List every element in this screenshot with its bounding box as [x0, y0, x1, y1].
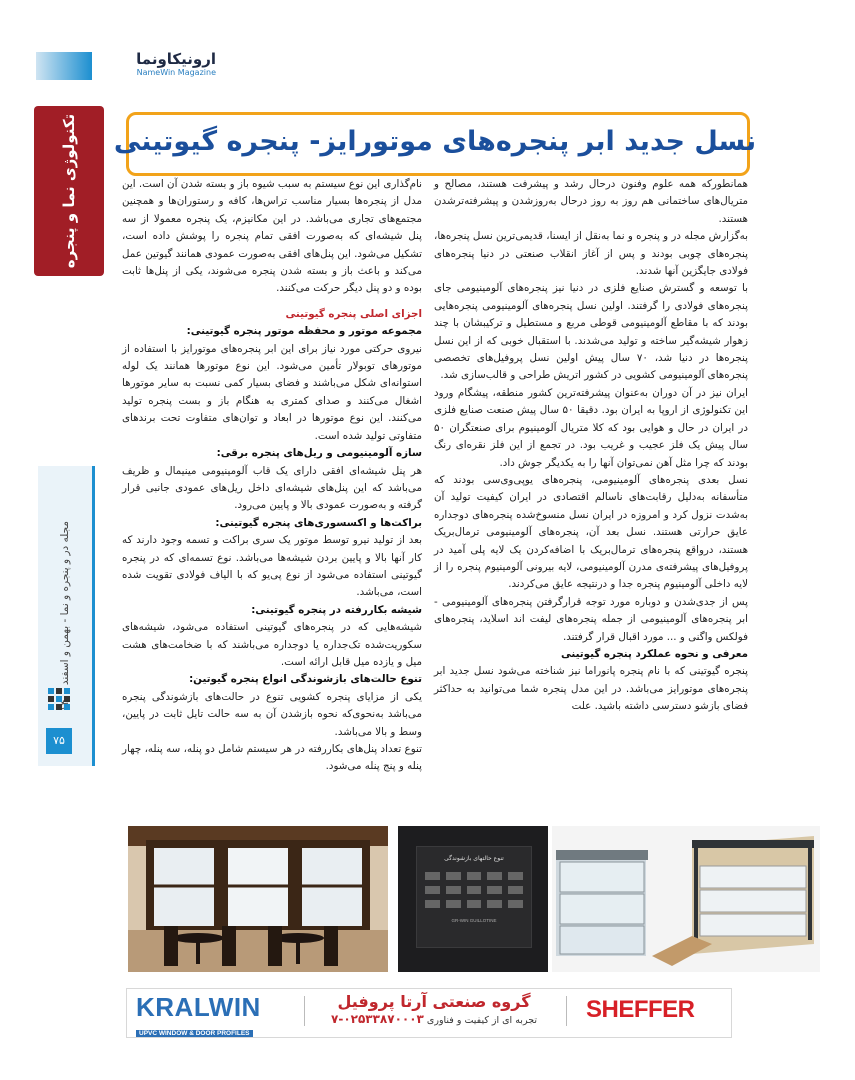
- ad-divider-left: [304, 996, 305, 1026]
- paragraph: نیروی حرکتی مورد نیاز برای این ابر پنجره‌های موتورایز با استفاده از موتورهای توبولار تأمین می‌شود. این نوع موتورها همانند یک لوله استوانه‌ای شکل می‌باشند و فضای بسیار کمی نسبت به سایر موتورها اشغال می‌کنند و صدای کمتری به هنگام باز و بست پنجره تولید می‌کنند. این نوع موتورها در ابعاد و توان‌های متفاوت تحت برندهای متفاوتی تولید شده است.: [122, 342, 422, 442]
- subsection-heading: معرفی و نحوه عملکرد پنجره گیوتینی: [560, 647, 748, 660]
- guillotine-window-render: [552, 826, 820, 972]
- section-tab-label-wrap: [34, 106, 104, 276]
- arta-tagline: تجربه ای از کیفیت و فناوری: [426, 1015, 537, 1026]
- arta-name: گروه صنعتی آرتا پروفیل: [337, 992, 531, 1011]
- kralwin-name: KRALWIN: [136, 992, 261, 1022]
- subsection-heading: تنوع حالت‌های بازشوندگی انواع پنجره گیوتین:: [189, 673, 422, 686]
- paragraph: با توسعه و گسترش صنایع فلزی در دنیا نیز پنجره‌های آلومینیومی جای پنجره‌های فولادی را گرفتند. اولین نسل پنجره‌های آلومینیومی پنجره‌هایی بودند که با مقاطع آلومینیومی قوطی مربع و مستطیل و ترکیبشان با چند زهوار شیشه‌گیر ساخته و تولید می‌شدند. با استقبال خوبی که از این نسل پنجره‌ها در دنیا شد، ۷۰ سال پیش اولین نسل پروفیل‌های تخصصی پنجره‌های آلومینیومی کشویی در کشور اتریش طراحی و قالب‌سازی شد.: [434, 282, 748, 382]
- cafe-window-illustration: [128, 826, 388, 972]
- cafe-window-photo: [128, 826, 388, 972]
- logo-sub-text: NameWin Magazine: [136, 68, 216, 77]
- grid-logo-icon: [46, 686, 72, 716]
- page-number: ۷۵: [46, 728, 72, 754]
- paragraph: نسل بعدی پنجره‌های آلومینیومی، پنجره‌های یوپی‌وی‌سی بودند که متأسفانه به‌دلیل رقابت‌های ناسالم اقتصادی در ایران کیفیت تولید آن به‌شدت نزول کرد و امروزه در ایران نسل منسوخ‌شده پنجره‌های دوجداره عایق حرارتی هستند. نسل بعد آن، پنجره‌های آلومینیومی ترمال‌بریک هستند، درواقع پنجره‌های ترمال‌بریک با اضافه‌کردن یک لایه پلی آمید در پروفیل‌های پیشرفته‌ی مدرن آلومینیومی، لایه بیرونی آلومینیوم پنجره را از لایه داخلی آلومینیوم پنجره جدا و درنتیجه عایق می‌کردند.: [434, 473, 748, 591]
- paragraph: تنوع تعداد پنل‌های بکاررفته در هر سیستم شامل دو پنله، سه پنله، چهار پنله و پنج پنله می‌شود.: [122, 743, 422, 773]
- sheffer-name: SHEFFER: [586, 996, 695, 1023]
- arta-phone: ۰۲۵۳۳۸۷۰۰۰۳-۷: [331, 1012, 424, 1026]
- issue-text: مجله در و پنجره و نما - بهمن و اسفند: [59, 520, 71, 686]
- paragraph: ایران نیز در آن دوران به‌عنوان پیشرفته‌ترین کشور منطقه، پیشگام ورود این تکنولوژی از اروپا به ایران بود. دقیقا ۵۰ سال پیش صنعت صنایع فلزی در ایران در حال و هوایی بود که کلا متریال آلومینیوم برای صنعتگران ۵۰ سال پیش یک فلز عجیب و غریب بود. در تجمع از این فلز نقره‌ای رنگ بودند که چرا مثل آهن نمی‌توان آنها را به یکدیگر جوش داد.: [434, 386, 748, 469]
- paragraph: شیشه‌هایی که در پنجره‌های گیوتینی استفاده می‌شود، شیشه‌های سکوریت‌شده تک‌جداره یا دوجداره می‌باشند که با ضخامت‌های هشت میل و یازده میل قابل ارائه است.: [122, 621, 422, 668]
- arta-profile-ad: [314, 992, 554, 1032]
- catalog-grid: [417, 862, 531, 918]
- catalog-photo: [398, 826, 548, 972]
- article-title-wrap: [113, 112, 757, 170]
- guillotine-illustration: [552, 826, 820, 972]
- article-title: نسل جدید ابر پنجره‌های موتورایز- پنجره گیوتینی: [113, 125, 757, 157]
- paragraph: بعد از تولید نیرو توسط موتور یک سری براکت و تسمه وجود دارند که کار آنها بالا و پایین بردن شیشه‌ها می‌باشد. نوع تسمه‌ای که در پنجره گیوتینی استفاده می‌شود از نوع پی‌یو که با الیاف فولادی تقویت شده است، می‌باشد.: [122, 534, 422, 599]
- article-column-left: [122, 176, 422, 776]
- paragraph: نام‌گذاری این نوع سیستم به سبب شیوه باز و بسته شدن آن است. این مدل از پنجره‌ها بسیار مناسب تراس‌ها، کافه و رستوران‌ها و همچنین مجتمع‌های تجاری می‌باشد. در این مکانیزم، یک پنجره معمولا از سه پنل شیشه‌ای که به‌صورت افقی تمام پنجره را پوشش داده است، تشکیل می‌شود. این پنل‌های افقی به‌صورت عمودی همانند گیوتین عمل می‌کند و باعث باز و بسته شدن پنجره می‌شوند، یکی از پنل‌ها ثابت بوده و دو پنل دیگر حرکت می‌کنند.: [122, 178, 422, 295]
- kralwin-subtitle: UPVC WINDOW & DOOR PROFILES: [136, 1030, 253, 1037]
- article-column-right: [434, 176, 748, 716]
- issue-text-wrap: [38, 466, 92, 766]
- header-color-bar: [36, 52, 92, 80]
- subsection-heading: مجموعه موتور و محفظه موتور پنجره گیوتینی:: [186, 325, 422, 338]
- subsection-heading: براکت‌ها و اکسسوری‌های پنجره گیوتینی:: [215, 516, 422, 529]
- section-tab-label: تکنولوژی نما و پنجره: [60, 113, 78, 269]
- magazine-logo: [96, 50, 216, 84]
- logo-main-text: ارونیکاو‌نما: [136, 50, 216, 68]
- catalog-footer: GR-WIN GUILLOTINE: [451, 918, 497, 923]
- paragraph: به‌گزارش مجله در و پنجره و نما به‌نقل از ایسنا، قدیمی‌ترین نسل پنجره‌ها، پنجره‌های چوبی بودند و پس از آغاز انقلاب صنعتی در دنیا پنجره‌های فولادی جایگزین آنها شدند.: [434, 230, 748, 278]
- subsection-heading: سازه آلومینیومی و ریل‌های پنجره برقی:: [216, 447, 422, 460]
- subsection-heading: شیشه بکاررفته در پنجره گیوتینی:: [251, 603, 422, 616]
- issue-strip-line: [92, 466, 95, 766]
- catalog-panel: [416, 846, 532, 948]
- paragraph: یکی از مزایای پنجره کشویی تنوع در حالت‌های بازشوندگی پنجره می‌باشد به‌نحوی‌که نحوه بازشدن آن به سه حالت تایل ثابت در پایین، وسط و بالا می‌باشد.: [122, 690, 422, 738]
- ad-divider-right: [566, 996, 567, 1026]
- paragraph: هر پنل شیشه‌ای افقی دارای یک قاب آلومینیومی مینیمال و ظریف می‌باشد که این پنل‌های شیشه‌ای داخل ریل‌های عمودی جانبی قرار گرفته و به‌صورت عمودی بالا و پایین می‌رود.: [122, 464, 422, 512]
- section-heading: اجزای اصلی پنجره گیوتینی: [285, 307, 422, 320]
- paragraph: پس از جدی‌شدن و دوباره مورد توجه قرارگرفتن پنجره‌های آلومینیومی - ابر پنجره‌های آلومینیومی از جمله پنجره‌های لیفت اند اسلاید، پنجره‌های فولکس واگنی و ... مورد اقبال قرار گرفتند.: [434, 595, 748, 643]
- sheffer-logo: [586, 994, 696, 1030]
- kralwin-logo: [136, 992, 294, 1037]
- catalog-title: تنوع حالتهای بازشوندگی: [444, 855, 504, 862]
- paragraph: پنجره گیوتینی که با نام پنجره پانوراما نیز شناخته می‌شود نسل جدید ابر پنجره‌های موتورایز می‌باشد. در این مدل پنجره شما می‌توانید به حداکثر فضای بازشو دسترسی داشته باشید. علت: [434, 665, 748, 713]
- paragraph: همانطورکه همه علوم وفنون درحال رشد و پیشرفت هستند، مصالح و متریال‌های ساختمانی هم روز به روز درحال به‌روزشدن و پیشرفته‌ترشدن هستند.: [434, 178, 748, 225]
